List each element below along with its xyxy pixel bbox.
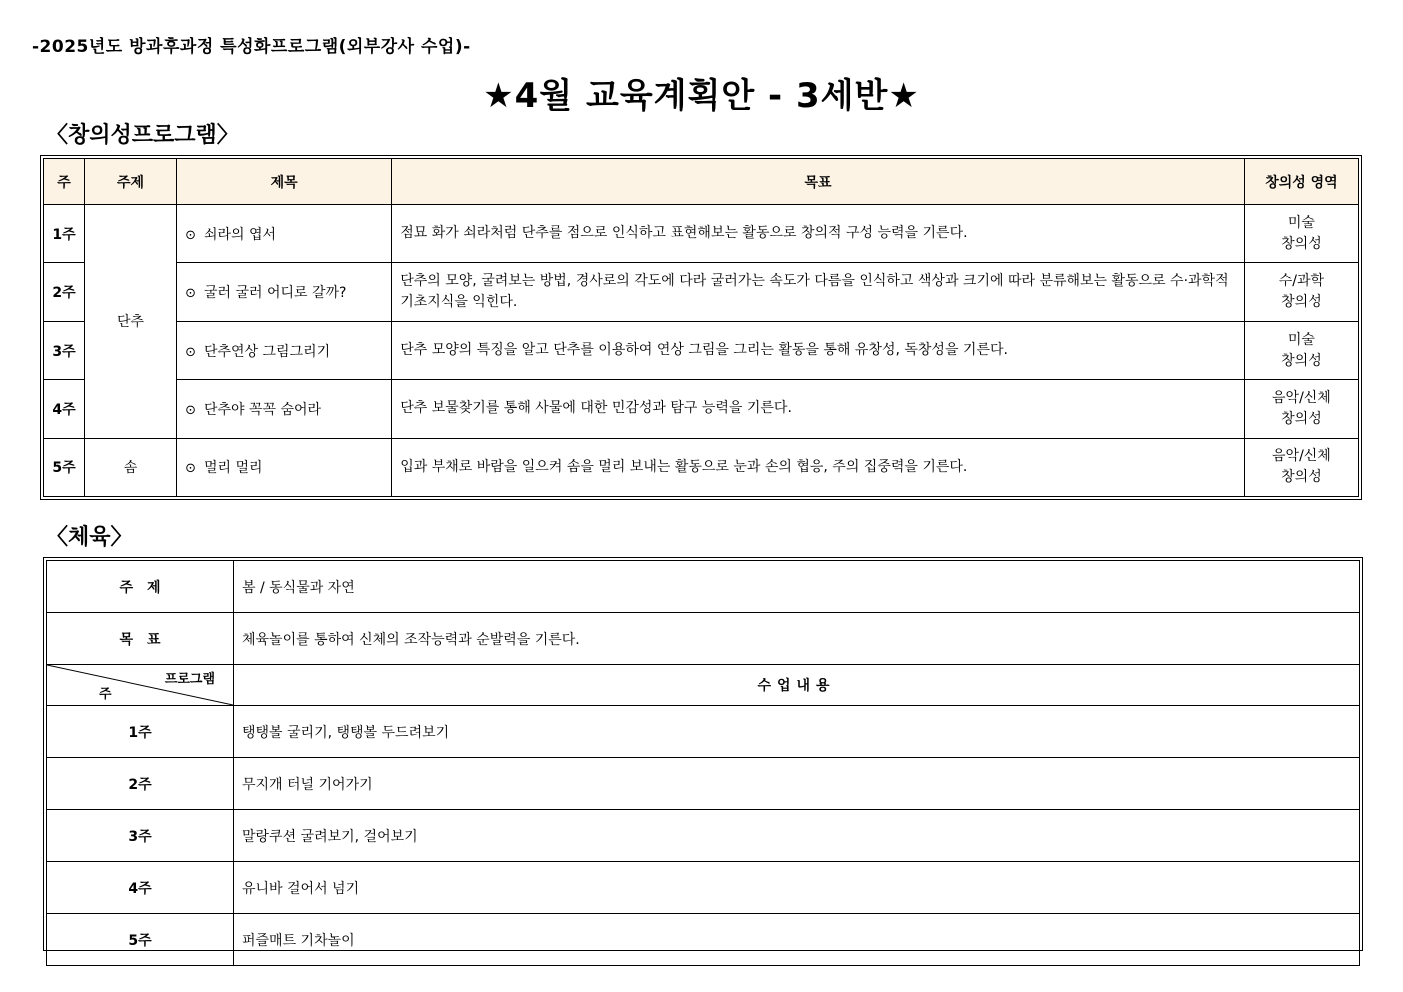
col-topic-header: 주제 (85, 159, 177, 205)
table-row (44, 380, 1359, 438)
area-secondary: 창의성 (1281, 410, 1322, 427)
area-secondary: 창의성 (1281, 352, 1322, 369)
document-subtitle: -2025년도 방과후과정 특성화프로그램(외부강사 수업)- (32, 37, 471, 57)
week-cell: 5주 (47, 914, 234, 966)
table-row (44, 205, 1359, 263)
bullet-icon: ⊙ (185, 227, 196, 243)
area-primary: 미술 (1287, 331, 1315, 348)
goal-cell: 점묘 화가 쇠라처럼 단추를 점으로 인식하고 표현해보는 활동으로 창의적 구성 능력을 기른다. (392, 205, 1245, 263)
col-week-header: 주 (44, 159, 85, 205)
area-primary: 수/과학 (1278, 273, 1325, 290)
table-row (47, 862, 1360, 914)
week-cell: 3주 (44, 321, 85, 379)
creativity-section-title: 〈창의성프로그램〉 (46, 123, 239, 148)
title-text: 단추연상 그림그리기 (203, 343, 331, 360)
week-cell: 3주 (47, 810, 234, 862)
bullet-icon: ⊙ (185, 286, 196, 302)
creativity-table-frame (40, 155, 1362, 500)
area-cell (1244, 438, 1358, 496)
area-cell (1244, 380, 1358, 438)
week-cell: 2주 (47, 758, 234, 810)
bullet-icon: ⊙ (185, 344, 196, 360)
content-cell: 말랑쿠션 굴려보기, 걸어보기 (234, 810, 1360, 862)
content-cell: 퍼즐매트 기차놀이 (234, 914, 1360, 966)
table-row (47, 914, 1360, 966)
col-goal-header: 목표 (392, 159, 1245, 205)
week-cell: 2주 (44, 263, 85, 321)
title-text: 쇠라의 엽서 (203, 226, 277, 243)
table-row (47, 810, 1360, 862)
bullet-icon: ⊙ (185, 461, 196, 477)
title-text: 굴러 굴러 어디로 갈까? (203, 285, 347, 302)
theme-row (47, 561, 1360, 613)
creativity-header-row (44, 159, 1359, 205)
week-cell: 4주 (47, 862, 234, 914)
creativity-table (43, 158, 1359, 497)
pe-table-frame (43, 557, 1363, 951)
table-row (44, 321, 1359, 379)
diagonal-header-cell (47, 665, 234, 706)
topic-cell: 단추 (85, 205, 177, 439)
content-header: 수업내용 (234, 665, 1360, 706)
title-text: 단추야 꼭꼭 숨어라 (203, 401, 322, 418)
goal-row (47, 613, 1360, 665)
document-title: ★4월 교육계획안 - 3세반★ (483, 76, 920, 116)
area-secondary: 창의성 (1281, 294, 1322, 311)
week-cell: 5주 (44, 438, 85, 496)
area-cell (1244, 321, 1358, 379)
area-primary: 미술 (1287, 214, 1315, 231)
col-area-header: 창의성 영역 (1244, 159, 1358, 205)
diag-week-label: 주 (99, 687, 112, 702)
title-cell (177, 205, 392, 263)
theme-label: 주 제 (47, 561, 234, 613)
table-row (47, 706, 1360, 758)
title-text: 멀리 멀리 (203, 460, 263, 477)
title-cell (177, 263, 392, 321)
table-row (47, 758, 1360, 810)
goal-cell: 단추의 모양, 굴려보는 방법, 경사로의 각도에 다라 굴러가는 속도가 다름을 인식하고 색상과 크기에 따라 분류해보는 활동으로 수·과학적 기초지식을 익힌다. (392, 263, 1245, 321)
table-row (44, 438, 1359, 496)
week-cell: 4주 (44, 380, 85, 438)
title-cell (177, 438, 392, 496)
bullet-icon: ⊙ (185, 402, 196, 418)
area-cell (1244, 205, 1358, 263)
diag-program-label: 프로그램 (164, 672, 215, 687)
content-cell: 유니바 걸어서 넘기 (234, 862, 1360, 914)
week-cell: 1주 (47, 706, 234, 758)
content-cell: 무지개 터널 기어가기 (234, 758, 1360, 810)
pe-header-row (47, 665, 1360, 706)
week-cell: 1주 (44, 205, 85, 263)
pe-table (46, 560, 1360, 966)
goal-value: 체육놀이를 통하여 신체의 조작능력과 순발력을 기른다. (234, 613, 1360, 665)
area-cell (1244, 263, 1358, 321)
goal-label: 목 표 (47, 613, 234, 665)
area-secondary: 창의성 (1281, 235, 1322, 252)
goal-cell: 단추 모양의 특징을 알고 단추를 이용하여 연상 그림을 그리는 활동을 통해 유창성, 독창성을 기른다. (392, 321, 1245, 379)
title-cell (177, 380, 392, 438)
goal-cell: 단추 보물찾기를 통해 사물에 대한 민감성과 탐구 능력을 기른다. (392, 380, 1245, 438)
content-cell: 탱탱볼 굴리기, 탱탱볼 두드려보기 (234, 706, 1360, 758)
goal-cell: 입과 부채로 바람을 일으켜 솜을 멀리 보내는 활동으로 눈과 손의 협응, 주의 집중력을 기른다. (392, 438, 1245, 496)
title-cell (177, 321, 392, 379)
pe-section-title: 〈체육〉 (46, 525, 133, 550)
area-secondary: 창의성 (1281, 469, 1322, 486)
area-primary: 음악/신체 (1272, 389, 1331, 406)
theme-value: 봄 / 동식물과 자연 (234, 561, 1360, 613)
col-title-header: 제목 (177, 159, 392, 205)
topic-cell: 솜 (85, 438, 177, 496)
table-row (44, 263, 1359, 321)
area-primary: 음악/신체 (1272, 448, 1331, 465)
